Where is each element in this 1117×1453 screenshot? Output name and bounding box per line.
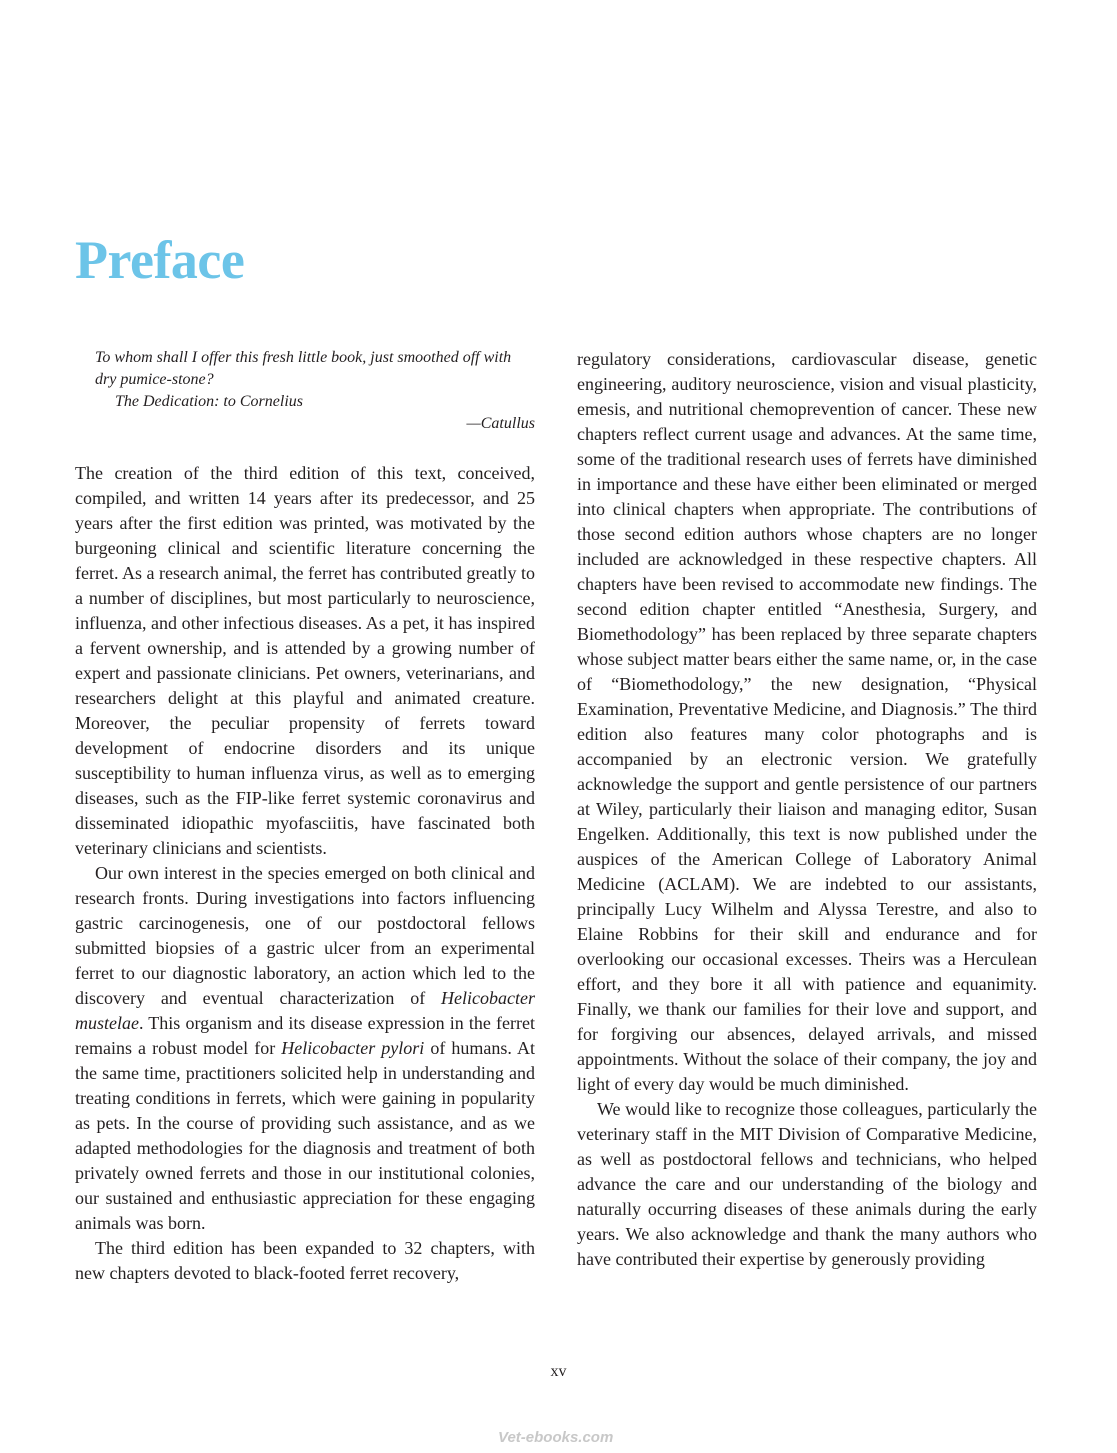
page-number: xv <box>550 1363 567 1380</box>
species-name-helicobacter-mustelae: Helicobacter mustelae <box>75 988 535 1033</box>
paragraph-4: We would like to recognize those colleagues, particularly the veterinary staff in the MIT Division of Comparative Medicine, as well as postdoctoral fellows and technicians, who helped advance the care and our understanding of the biology and naturally occurring diseases of these animals during the early years. We also acknowledge and thank the many authors who have contributed their expertise by generously providing <box>577 1099 1037 1269</box>
page-title: Preface <box>75 230 245 290</box>
epigraph-author: —Catullus <box>466 415 535 432</box>
paragraph-2-text-c: of humans. At the same time, practitioners solicited help in understanding and treating conditions in ferrets, which were gaining in popularity as pets. In the course of providing such assistance, and as we adapted methodologies for the diagnosis and treatment of both privately owned ferrets and those in our institutional colonies, our sustained and enthusiastic appreciation for these engaging animals was born. <box>75 1038 536 1233</box>
paragraph-2-text-b: . This organism and its disease expression in the ferret remains a robust model for <box>75 1013 535 1058</box>
epigraph-work: The Dedication: to Cornelius <box>115 393 303 410</box>
paragraph-2 <box>75 861 535 1236</box>
paragraph-3: The third edition has been expanded to 32 chapters, with new chapters devoted to black-footed ferret recovery, <box>75 1238 535 1283</box>
paragraph-2-text-a: Our own interest in the species emerged on both clinical and research fronts. During investigations into factors influencing gastric carcinogenesis, one of our postdoctoral fellows submitted biopsies of a gastric ulcer from an experimental ferret to our diagnostic laboratory, an action which led to the discovery and eventual characterization of <box>75 863 535 1008</box>
epigraph-quote: To whom shall I offer this fresh little book, just smoothed off with dry pumice-stone? <box>95 349 512 388</box>
epigraph <box>95 347 535 435</box>
watermark-logo <box>496 1424 622 1448</box>
paragraph-1: The creation of the third edition of this text, conceived, compiled, and written 14 years after its predecessor, and 25 years after the first edition was printed, was motivated by the burgeoning clinical and scientific literature concerning the ferret. As a research animal, the ferret has contributed greatly to a number of disciplines, but most particularly to neuroscience, influenza, and other infectious diseases. As a pet, it has inspired a fervent ownership, and is attended by a growing number of expert and passionate clinicians. Pet owners, veterinarians, and researchers delight at this playful and animated creature. Moreover, the peculiar propensity of ferrets toward development of endocrine disorders and its unique susceptibility to human influenza virus, as well as to emerging diseases, such as the FIP-like ferret systemic coronavirus and disseminated idiopathic myofasciitis, have fascinated both veterinary clinicians and scientists. <box>75 463 535 858</box>
watermark-text: Vet-ebooks.com <box>498 1429 614 1446</box>
paragraph-3-continued: regulatory considerations, cardiovascular disease, genetic engineering, auditory neuroscience, vision and visual plasticity, emesis, and nutritional chemoprevention of cancer. These new chapters reflect current usage and advances. At the same time, some of the traditional research uses of ferrets have diminished in importance and these have either been eliminated or merged into clinical chapters when appropriate. The contributions of those second edition authors whose chapters are no longer included are acknowledged in these respective chapters. All chapters have been revised to accommodate new findings. The second edition chapter entitled “Anesthesia, Surgery, and Biomethodology” has been replaced by three separate chapters whose subject matter bears either the same name, or, in the case of “Biomethodology,” the new designation, “Physical Examination, Preventative Medicine, and Diagnosis.” The third edition also features many color photographs and is accompanied by an electronic version. We gratefully acknowledge the support and gentle persistence of our partners at Wiley, particularly their liaison and managing editor, Susan Engelken. Additionally, this text is now published under the auspices of the American College of Laboratory Animal Medicine (ACLAM). We are indebted to our assistants, principally Lucy Wilhelm and Alyssa Terestre, and also to Elaine Robbins for their skill and endurance and for overlooking our occasional excesses. Theirs was a Herculean effort, and they bore it all with patience and equanimity. Finally, we thank our families for their love and support, and for forgiving our absences, delayed arrivals, and missed appointments. Without the solace of their company, the joy and light of every day would be much diminished. <box>577 349 1037 1094</box>
species-name-helicobacter-pylori: Helicobacter pylori <box>281 1038 425 1058</box>
right-column <box>577 347 1037 1272</box>
left-column <box>75 347 535 1286</box>
